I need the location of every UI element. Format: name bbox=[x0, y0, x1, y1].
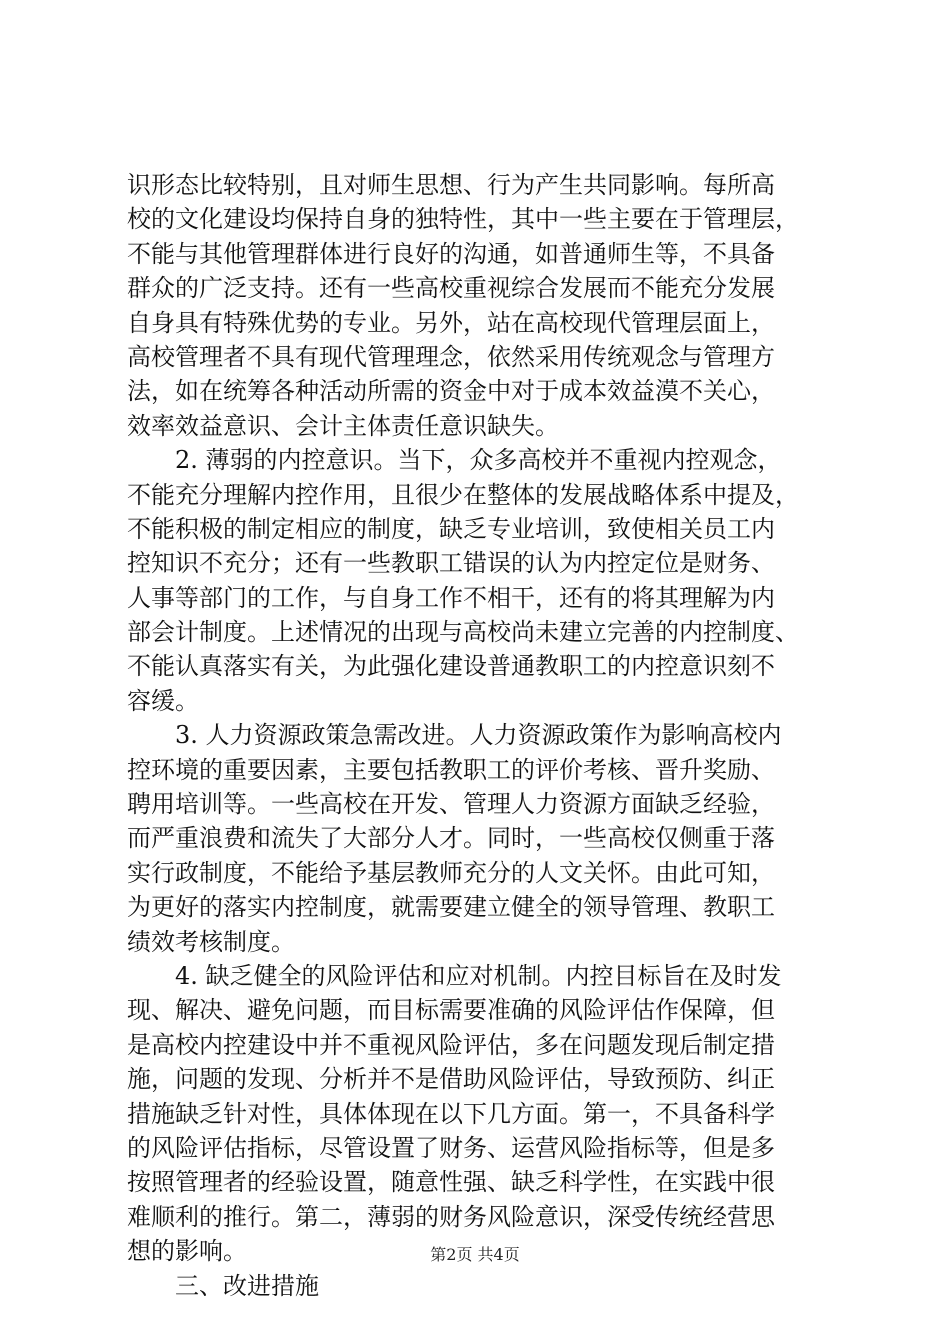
text-line: 按照管理者的经验设置，随意性强、缺乏科学性，在实践中很 bbox=[127, 1168, 775, 1197]
text-line: 不能与其他管理群体进行良好的沟通，如普通师生等，不具备 bbox=[127, 239, 775, 268]
text-line: 控环境的重要因素，主要包括教职工的评价考核、晋升奖励、 bbox=[127, 755, 775, 784]
text-line: 识形态比较特别，且对师生思想、行为产生共同影响。每所高 bbox=[127, 171, 775, 199]
text-line: 的风险评估指标，尽管设置了财务、运营风险指标等，但是多 bbox=[127, 1133, 775, 1162]
text-line: 是高校内控建设中并不重视风险评估，多在问题发现后制定措 bbox=[127, 1030, 775, 1059]
text-line: 群众的广泛支持。还有一些高校重视综合发展而不能充分发展 bbox=[127, 274, 775, 303]
text-line: 施，问题的发现、分析并不是借助风险评估，导致预防、纠正 bbox=[127, 1065, 775, 1094]
text-line: 措施缺乏针对性，具体体现在以下几方面。第一，不具备科学 bbox=[127, 1099, 775, 1128]
text-line: 为更好的落实内控制度，就需要建立健全的领导管理、教职工 bbox=[127, 893, 775, 922]
text-line: 现、解决、避免问题，而目标需要准确的风险评估作保障，但 bbox=[127, 996, 775, 1025]
text-line: 人事等部门的工作，与自身工作不相干，还有的将其理解为内 bbox=[127, 583, 775, 612]
body-text bbox=[127, 168, 847, 1303]
text-line: 部会计制度。上述情况的出现与高校尚未建立完善的内控制度、 bbox=[127, 618, 799, 647]
paragraph-heading-3: 3. 人力资源政策急需改进。人力资源政策作为影响高校内 bbox=[175, 721, 782, 750]
text-line: 不能认真落实有关，为此强化建设普通教职工的内控意识刻不 bbox=[127, 652, 775, 681]
text-line: 校的文化建设均保持自身的独特性，其中一些主要在于管理层， bbox=[127, 205, 799, 234]
text-line: 控知识不充分；还有一些教职工错误的认为内控定位是财务、 bbox=[127, 549, 775, 578]
text-line: 难顺利的推行。第二，薄弱的财务风险意识，深受传统经营思 bbox=[127, 1202, 775, 1231]
text-line: 自身具有特殊优势的专业。另外，站在高校现代管理层面上， bbox=[127, 308, 775, 337]
page-number-footer: 第2页 共4页 bbox=[430, 1245, 520, 1264]
text-line: 聘用培训等。一些高校在开发、管理人力资源方面缺乏经验， bbox=[127, 790, 775, 819]
section-heading: 三、改进措施 bbox=[175, 1271, 319, 1300]
paragraph-heading-2: 2. 薄弱的内控意识。当下，众多高校并不重视内控观念， bbox=[175, 446, 782, 475]
text-line: 不能积极的制定相应的制度，缺乏专业培训，致使相关员工内 bbox=[127, 514, 775, 543]
text-line: 实行政制度，不能给予基层教师充分的人文关怀。由此可知， bbox=[127, 858, 775, 887]
text-line: 容缓。 bbox=[127, 686, 199, 715]
text-line: 绩效考核制度。 bbox=[127, 927, 295, 956]
paragraph-heading-4: 4. 缺乏健全的风险评估和应对机制。内控目标旨在及时发 bbox=[175, 961, 782, 990]
text-line: 而严重浪费和流失了大部分人才。同时，一些高校仅侧重于落 bbox=[127, 824, 775, 853]
text-line: 法，如在统筹各种活动所需的资金中对于成本效益漠不关心， bbox=[127, 377, 775, 406]
text-line: 不能充分理解内控作用，且很少在整体的发展战略体系中提及， bbox=[127, 480, 799, 509]
text-line: 效率效益意识、会计主体责任意识缺失。 bbox=[127, 411, 559, 440]
text-line: 想的影响。 bbox=[127, 1237, 247, 1266]
text-line: 高校管理者不具有现代管理理念，依然采用传统观念与管理方 bbox=[127, 342, 775, 371]
